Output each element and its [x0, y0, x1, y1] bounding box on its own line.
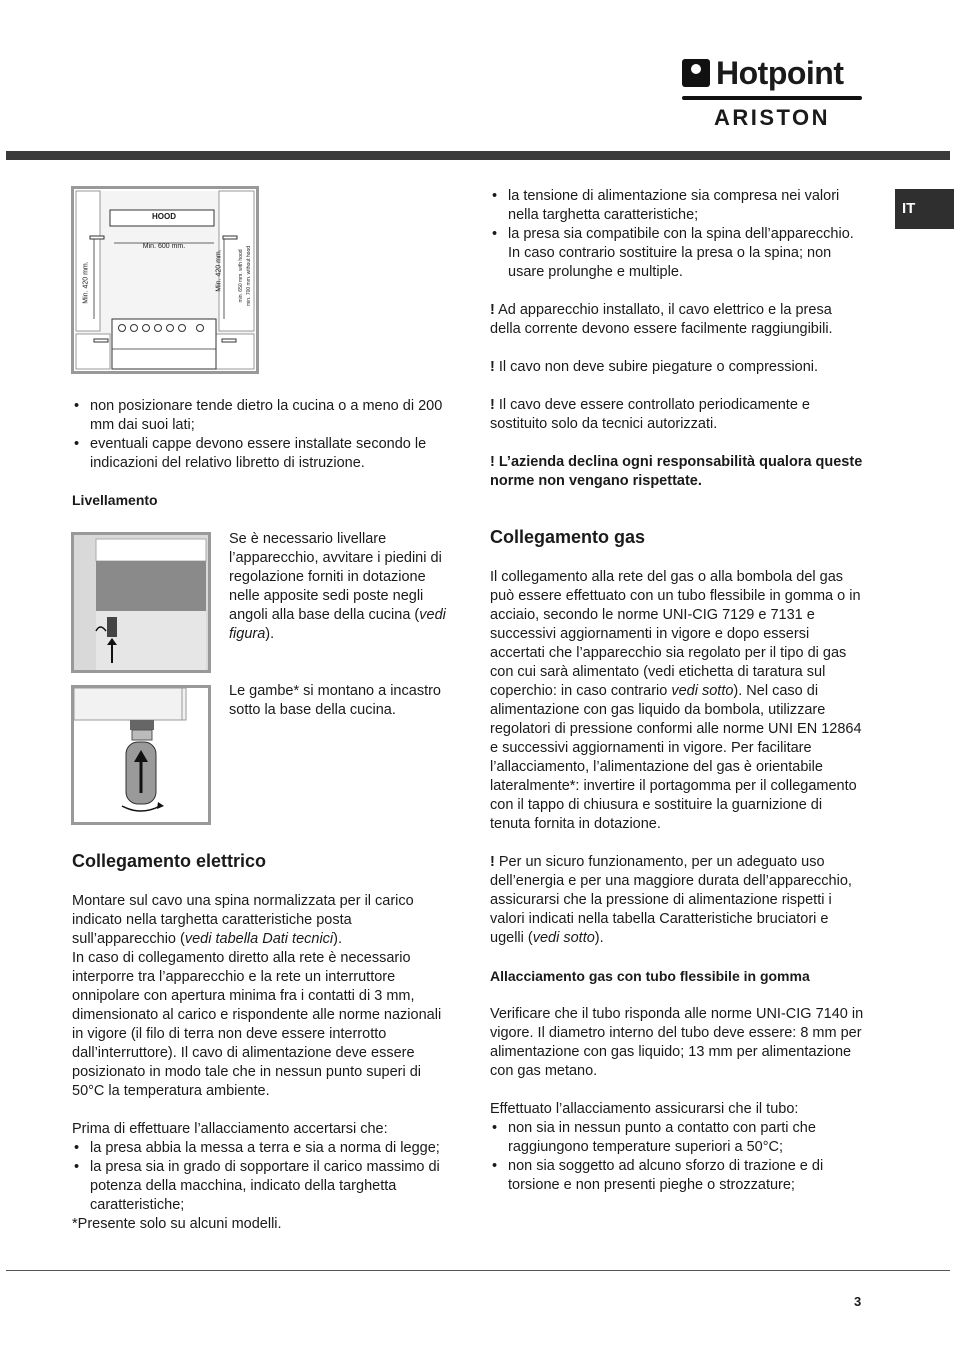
warning-4: ! L’azienda declina ogni responsabilità qualora queste norme non vengano rispettate.: [490, 454, 863, 489]
tubo-paragraph-1: Verificare che il tubo risponda alle norme UNI-CIG 7140 in vigore. Il diametro interno del tubo deve essere: 8 mm per alimentazione con gas liquido; 13 mm per alimentazione con gas metano.: [490, 1006, 864, 1079]
list-item: • non sia in nessun punto a contatto con parti che raggiungono temperature superiori a 50°C;: [490, 1119, 866, 1157]
header-rule: [6, 151, 950, 160]
min-420-right-label: Min. 420 mm.: [215, 249, 223, 292]
gas-warning: ! Per un sicuro funzionamento, per un adeguato uso dell’energia e per una maggiore durata dell’apparecchio, assicurarsi che la pressione di alimentazione rispetti i valori indicati nella tabella Caratteristiche bruciatori e ugelli (vedi sotto).: [490, 854, 852, 946]
electrical-check-bullets: [490, 187, 866, 282]
hood-label: HOOD: [152, 212, 176, 221]
list-item: • eventuali cappe devono essere installate secondo le indicazioni del relativo libretto di istruzione.: [72, 435, 446, 473]
legs-figure: [71, 685, 211, 825]
warning-1: ! Ad apparecchio installato, il cavo elettrico e la presa della corrente devono essere facilmente raggiungibili.: [490, 302, 833, 337]
footnote: *Presente solo su alcuni modelli.: [72, 1216, 282, 1232]
elettrico-paragraph-2: In caso di collegamento diretto alla rete è necessario interporre tra l’apparecchio e la rete un interruttore onnipolare con apertura minima fra i contatti di 3 mm, dimensionato al carico e rispondente alle norme nazionali in vigore (il filo di terra non deve essere interrotto dall’interruttore). Il cavo di alimentazione deve essere posizionato in modo tale che in nessun punto superi di 50°C la temperatura ambiente.: [72, 950, 442, 1099]
warning-2: ! Il cavo non deve subire piegature o compressioni.: [490, 359, 819, 375]
livellamento-paragraph: Se è necessario livellare l’apparecchio, avvitare i piedini di regolazione forniti in dotazione nelle apposite sedi poste negli angoli alla base della cucina (vedi figura).: [229, 531, 446, 642]
brand-name: Hotpoint: [716, 55, 844, 91]
brand-logo: [682, 56, 862, 130]
elettrico-paragraph-3: Prima di effettuare l’allacciamento accertarsi che:: [72, 1121, 388, 1137]
list-item: • la presa sia in grado di sopportare il carico massimo di potenza della macchina, indicato della targhetta caratteristiche;: [72, 1158, 448, 1215]
tubo-heading: Allacciamento gas con tubo flessibile in gomma: [490, 968, 810, 984]
min-600-label: Min. 600 mm.: [142, 243, 186, 250]
tubo-paragraph-2: Effettuato l’allacciamento assicurarsi che il tubo:: [490, 1101, 799, 1117]
legs-paragraph: Le gambe* si montano a incastro sotto la base della cucina.: [229, 683, 441, 718]
list-item: • non posizionare tende dietro la cucina o a meno di 200 mm dai suoi lati;: [72, 397, 446, 435]
hotpoint-logo-icon: [682, 59, 710, 87]
page-number: 3: [854, 1294, 862, 1309]
elettrico-paragraph-1: Montare sul cavo una spina normalizzata per il carico indicato nella targhetta caratteristiche posta sull’apparecchio (vedi tabella Dati tecnici).: [72, 893, 414, 947]
installation-figure: [71, 186, 259, 374]
clearance-bullets: [72, 397, 446, 473]
gas-heading: Collegamento gas: [490, 527, 646, 547]
min-420-left-label: Min. 420 mm.: [82, 261, 90, 304]
list-item: • non sia soggetto ad alcuno sforzo di trazione e di torsione e non presenti pieghe o strozzature;: [490, 1157, 866, 1195]
elettrico-section: [72, 892, 448, 1234]
gas-paragraph: Il collegamento alla rete del gas o alla bombola del gas può essere effettuato con un tubo flessibile in gomma o in acciaio, secondo le norme UNI-CIG 7129 e 7131 e successivi aggiornamenti in vigore e dopo essersi accertati che l’apparecchio sia regolato per il tipo di gas con cui sarà alimentato (vedi etichetta di taratura sul coperchio: in caso contrario vedi sotto). Nel caso di alimentazione con gas liquido da bombola, utilizzare regolatori di pressione conformi alle norme UNI EN 12864 e successivi aggiornamenti in vigore. Per facilitare l’allacciamento, l’alimentazione del gas è orientabile lateralmente*: invertire il portagomma per il collegamento con il tappo di chiusura e sostituire la guarnizione di tenuta fornita in dotazione.: [490, 569, 862, 832]
brand-sub: ARISTON: [713, 105, 831, 130]
elettrico-heading: Collegamento elettrico: [72, 851, 267, 871]
min-650-label: min. 650 mm. with hood: [238, 249, 244, 303]
list-item: • la presa sia compatibile con la spina dell’apparecchio. In caso contrario sostituire la presa o la spina; non usare prolunghe e multiple.: [490, 225, 866, 282]
right-column: [490, 187, 866, 491]
leveling-figure: [71, 532, 211, 673]
list-item: • la presa abbia la messa a terra e sia a norma di legge;: [72, 1139, 448, 1158]
warning-3: ! Il cavo deve essere controllato periodicamente e sostituito solo da tecnici autorizzati.: [490, 397, 810, 432]
livellamento-heading: Livellamento: [72, 492, 158, 508]
min-700-label: min. 700 mm. without hood: [246, 245, 252, 307]
elettrico-bullets: [72, 1139, 448, 1215]
gas-section: [490, 568, 866, 1195]
language-tab: IT: [895, 189, 954, 229]
tubo-bullets: [490, 1119, 866, 1195]
footer-rule: [6, 1270, 950, 1271]
list-item: • la tensione di alimentazione sia compresa nei valori nella targhetta caratteristiche;: [490, 187, 866, 225]
